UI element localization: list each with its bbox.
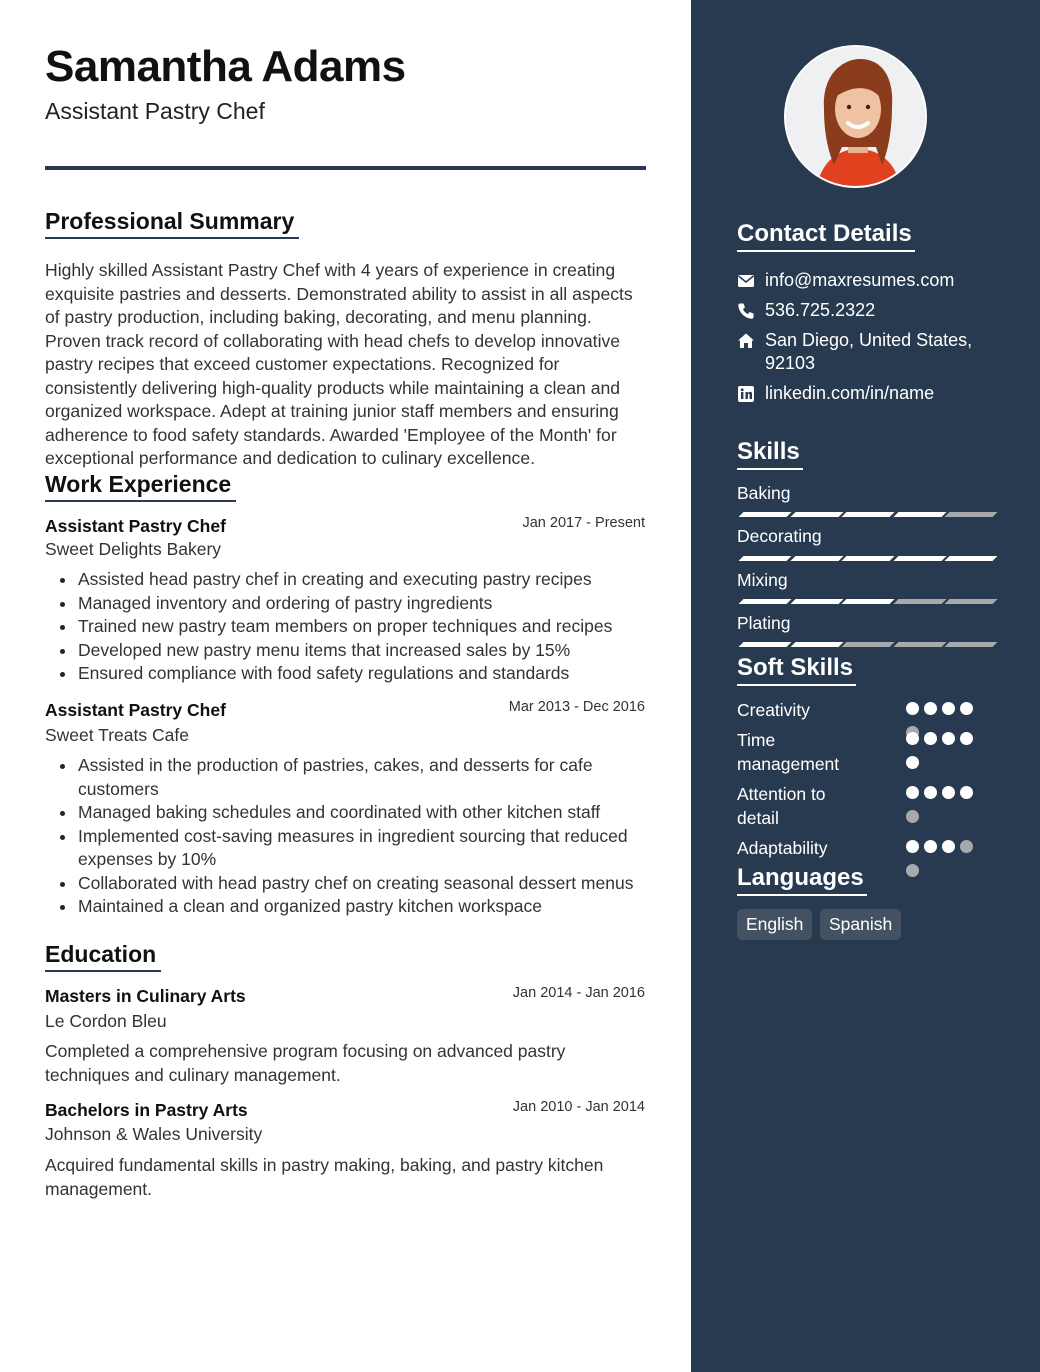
job-bullet: Assisted in the production of pastries, cakes, and desserts for cafe customers (78, 754, 638, 801)
summary-heading: Professional Summary (45, 208, 299, 239)
linkedin-icon (737, 385, 755, 403)
skill-segment (893, 512, 946, 517)
phone-text[interactable]: 536.725.2322 (765, 300, 876, 320)
experience-heading: Work Experience (45, 471, 236, 502)
education-heading: Education (45, 941, 161, 972)
skill-segment (739, 642, 792, 647)
skill-segment (842, 512, 895, 517)
skill-segment (945, 599, 998, 604)
rating-dot (924, 732, 937, 745)
address-text: San Diego, United States, 92103 (765, 330, 973, 373)
job-title: Assistant Pastry Chef (45, 700, 226, 720)
summary-text: Highly skilled Assistant Pastry Chef with 4 years of experience in creating exquisite pastries and desserts. Demonstrated ability to assist in all aspects of pastry production, including baking, decorating, and menu planning. Proven track record of collaborating with head chefs to develop innovative pastry recipes that exceed customer expectations. Recognized for consistently delivering high-quality products while maintaining a clean and organized workspace. Adept at training junior staff members and ensuring adherence to food safety standards. Awarded 'Employee of the Month' for exceptional performance and dedication to culinary excellence. (45, 260, 633, 468)
soft-skill-name: Creativity (737, 700, 810, 720)
rating-dot (906, 810, 919, 823)
job-dates: Jan 2017 - Present (522, 515, 645, 531)
rating-dot (960, 786, 973, 799)
skill-segment (893, 556, 946, 561)
email-icon (737, 272, 755, 290)
job-bullet: Maintained a clean and organized pastry kitchen workspace (78, 895, 638, 919)
job-bullet: Developed new pastry menu items that increased sales by 15% (78, 639, 638, 663)
rating-dot (960, 732, 973, 745)
job-bullet: Assisted head pastry chef in creating and executing pastry recipes (78, 568, 638, 592)
job-dates: Mar 2013 - Dec 2016 (508, 699, 645, 715)
soft-skills-heading: Soft Skills (737, 654, 856, 686)
skill-segment (945, 642, 998, 647)
rating-dot (942, 732, 955, 745)
skills-heading: Skills (737, 438, 803, 470)
soft-skill-name: Adaptability (737, 838, 828, 858)
rating-dot (906, 702, 919, 715)
linkedin-text[interactable]: linkedin.com/in/name (765, 383, 935, 403)
email-text[interactable]: info@maxresumes.com (765, 270, 955, 290)
soft-skill-name: Attention to detail (737, 784, 826, 828)
skill-segment (790, 599, 843, 604)
skill-segment (739, 556, 792, 561)
rating-dot (906, 840, 919, 853)
phone-icon (737, 302, 755, 320)
home-icon (737, 332, 755, 350)
degree-description: Acquired fundamental skills in pastry making, baking, and pastry kitchen management. (45, 1155, 604, 1199)
candidate-title: Assistant Pastry Chef (45, 98, 265, 124)
degree-title: Bachelors in Pastry Arts (45, 1100, 248, 1120)
contact-address (737, 329, 997, 375)
job-title: Assistant Pastry Chef (45, 516, 226, 536)
degree-dates: Jan 2010 - Jan 2014 (512, 1099, 645, 1115)
rating-dot (960, 702, 973, 715)
rating-dot (960, 840, 973, 853)
contact-heading: Contact Details (737, 220, 915, 252)
skill-name: Mixing (737, 570, 788, 590)
skill-segment (842, 556, 895, 561)
rating-dot (906, 732, 919, 745)
skill-segment (790, 556, 843, 561)
contact-linkedin (737, 382, 997, 405)
job-bullets (78, 754, 638, 919)
job-company: Sweet Delights Bakery (45, 539, 222, 559)
language-tag: Spanish (820, 909, 901, 940)
languages-heading: Languages (737, 864, 867, 896)
rating-dot (924, 840, 937, 853)
job-bullet: Collaborated with head pastry chef on creating seasonal dessert menus (78, 872, 638, 896)
degree-title: Masters in Culinary Arts (45, 986, 246, 1006)
header-divider (45, 166, 646, 170)
skill-segment (893, 599, 946, 604)
rating-dot (942, 786, 955, 799)
skill-name: Baking (737, 483, 791, 503)
job-company: Sweet Treats Cafe (45, 725, 189, 745)
contact-email (737, 269, 997, 292)
contact-phone (737, 299, 997, 322)
rating-dot (924, 702, 937, 715)
skill-segment (790, 642, 843, 647)
skill-name: Plating (737, 613, 791, 633)
skill-segment (945, 556, 998, 561)
skill-segment (945, 512, 998, 517)
job-bullet: Managed baking schedules and coordinated with other kitchen staff (78, 801, 638, 825)
skill-rating-bar (737, 556, 993, 564)
school-name: Johnson & Wales University (45, 1124, 263, 1144)
rating-dot (906, 786, 919, 799)
skill-segment (739, 512, 792, 517)
language-tag: English (737, 909, 812, 940)
job-bullets (78, 568, 638, 686)
skill-segment (893, 642, 946, 647)
job-bullet: Trained new pastry team members on proper techniques and recipes (78, 615, 638, 639)
rating-dot (942, 702, 955, 715)
skill-rating-bar (737, 599, 993, 607)
job-bullet: Managed inventory and ordering of pastry ingredients (78, 592, 638, 616)
skill-segment (842, 599, 895, 604)
degree-dates: Jan 2014 - Jan 2016 (512, 985, 645, 1001)
skill-name: Decorating (737, 526, 822, 546)
rating-dot (942, 840, 955, 853)
rating-dot (906, 864, 919, 877)
job-bullet: Implemented cost-saving measures in ingredient sourcing that reduced expenses by 10% (78, 825, 638, 872)
school-name: Le Cordon Bleu (45, 1011, 167, 1031)
profile-photo (784, 45, 927, 188)
skill-rating-bar (737, 642, 993, 650)
rating-dot (924, 786, 937, 799)
job-bullet: Ensured compliance with food safety regulations and standards (78, 662, 638, 686)
profile-photo-illustration (786, 47, 927, 188)
degree-description: Completed a comprehensive program focusing on advanced pastry techniques and culinary management. (45, 1041, 566, 1085)
skill-rating-bar (737, 512, 993, 520)
sidebar (691, 0, 1040, 1372)
rating-dot (906, 756, 919, 769)
skill-segment (790, 512, 843, 517)
soft-skill-name: Time management (737, 730, 840, 774)
skill-segment (842, 642, 895, 647)
skill-segment (739, 599, 792, 604)
candidate-name: Samantha Adams (45, 42, 406, 91)
